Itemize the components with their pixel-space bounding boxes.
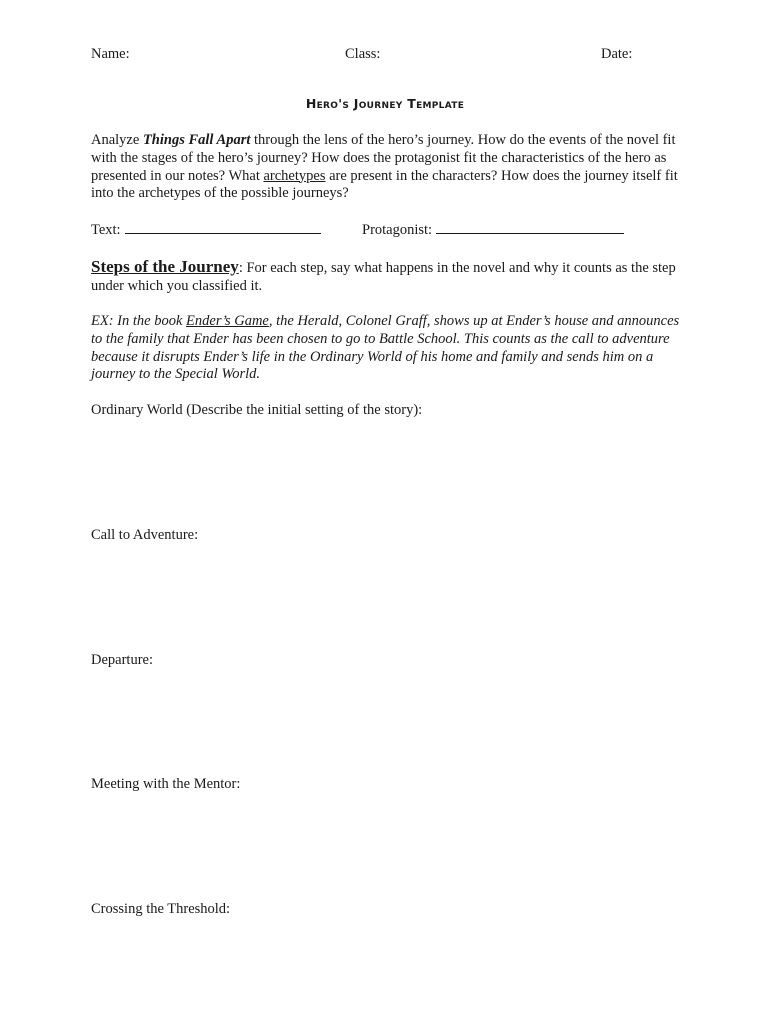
intro-archetypes-link: archetypes bbox=[263, 167, 326, 184]
text-blank-line[interactable] bbox=[125, 221, 321, 234]
section-ordinary-world: Ordinary World (Describe the initial setting of the story): bbox=[91, 402, 423, 418]
section-call-to-adventure: Call to Adventure: bbox=[91, 527, 199, 543]
protagonist-field-group bbox=[362, 221, 624, 239]
intro-book-title: Things Fall Apart bbox=[142, 132, 251, 148]
steps-paragraph bbox=[91, 258, 681, 296]
date-label: Date: bbox=[601, 46, 633, 62]
intro-text-3: are present in the characters? How does the journey itself fit into the archetypes of the possible journeys? bbox=[91, 167, 678, 202]
intro-text-2: through the lens of the hero’s journey. How do the events of the novel fit with the stages of the hero’s journey? How does the protagonist fit the characteristics of the hero as presented in our notes? What bbox=[91, 132, 676, 184]
steps-heading: Steps of the Journey bbox=[91, 257, 239, 276]
protagonist-blank-line[interactable] bbox=[436, 221, 624, 234]
name-label: Name: bbox=[91, 46, 130, 62]
steps-instruction: : For each step, say what happens in the novel and why it counts as the step under which you classified it. bbox=[91, 260, 676, 294]
example-text-1: EX: In the book bbox=[91, 313, 187, 329]
example-paragraph bbox=[91, 313, 681, 384]
intro-text-1: Analyze bbox=[91, 132, 143, 148]
example-book-title: Ender’s Game bbox=[186, 313, 269, 329]
example-text-2: , the Herald, Colonel Graff, shows up at Ender’s house and announces to the family that Ender has been chosen to go to Battle School. This counts as the call to adventure because it disrupts Ender’s life in the Ordinary World of his home and family and sends him on a journey to the Special World. bbox=[91, 313, 680, 383]
intro-paragraph bbox=[91, 132, 681, 203]
section-crossing-threshold: Crossing the Threshold: bbox=[91, 901, 231, 917]
header-row bbox=[91, 46, 651, 66]
text-field-group bbox=[91, 221, 321, 239]
document-title: Hero's Journey Template bbox=[305, 96, 465, 111]
text-protagonist-row bbox=[91, 221, 651, 241]
section-meeting-mentor: Meeting with the Mentor: bbox=[91, 776, 241, 792]
protagonist-label: Protagonist: bbox=[362, 222, 433, 238]
text-label: Text: bbox=[91, 222, 121, 238]
class-label: Class: bbox=[345, 46, 381, 62]
section-departure: Departure: bbox=[91, 652, 153, 668]
